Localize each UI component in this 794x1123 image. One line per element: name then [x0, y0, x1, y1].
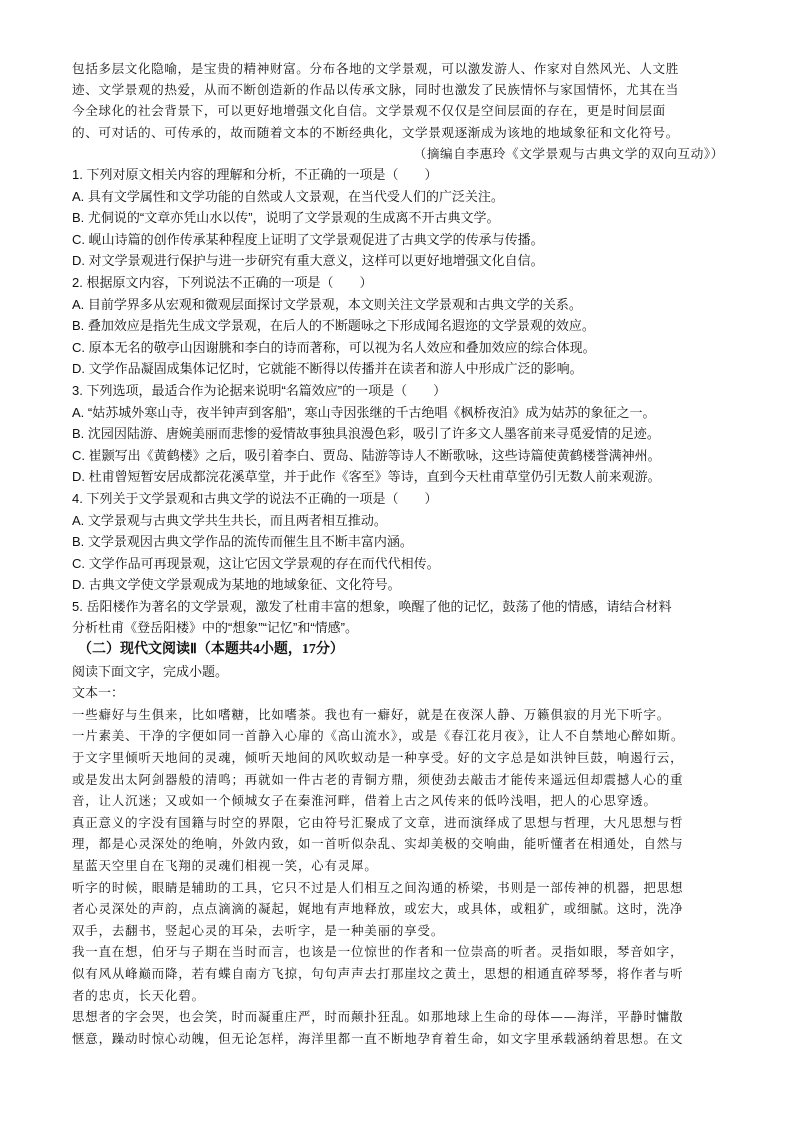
source-citation: （摘编自李惠玲《文学景观与古典文学的双向互动》）: [413, 145, 724, 161]
option-d[interactable]: D. 杜甫曾短暂安居成都浣花溪草堂，并于此作《客至》等诗，直到今天杜甫草堂仍引无数人前来观游。: [72, 469, 661, 485]
text-line: 理，都是心灵深处的绝响，外敛内致，如一首听似杂乱、实却美极的交响曲，能听懂者在相通处，自然与: [72, 836, 684, 852]
text-line: 听字的时候，眼睛是辅助的工具，它只不过是人们相互之间沟通的桥梁，书则是一部传神的机器，把思想: [72, 879, 684, 895]
text-line: 我一直在想，伯牙与子期在当时而言，也该是一位惊世的作者和一位崇高的听者。灵指如眼，琴音如字，: [72, 944, 684, 960]
question-stem: 3. 下列选项，最适合作为论据来说明“名篇效应”的一项是（ ）: [72, 382, 447, 398]
text-one-passage: [72, 704, 724, 1050]
section-title: （二）现代文阅读Ⅱ（本题共4小题，17分）: [78, 642, 344, 658]
text-line: 者心灵深处的声韵，点点滴滴的凝起，娓地有声地释放，或宏大，或具体，或粗犷，或细腻。这时，洗净: [72, 901, 684, 917]
option-a[interactable]: A. “姑苏城外寒山寺，夜半钟声到客船”，寒山寺因张继的千古绝唱《枫桥夜泊》成为姑苏的象征之一。: [72, 404, 656, 420]
option-d[interactable]: D. 文学作品凝固成集体记忆时，它就能不断得以传播并在读者和游人中形成广泛的影响。: [72, 361, 583, 377]
text-line: 思想者的字会哭，也会笑，时而凝重庄严，时而颠扑狂乱。如那地球上生命的母体——海洋，平静时慵散: [72, 1009, 684, 1025]
intro-line: 迹、文学景观的热爱，从而不断创造新的作品以传承文脉，同时也激发了民族情怀与家国情怀，尤其在当: [72, 82, 679, 98]
text-line: 音，让人沉迷；又或如一个倾城女子在秦淮河畔，借着上古之风传来的低吟浅唱，把人的心思穿透。: [72, 793, 657, 809]
option-a[interactable]: A. 文学景观与古典文学共生共长，而且两者相互推动。: [72, 512, 387, 528]
option-c[interactable]: C. 崔颢写出《黄鹤楼》之后，吸引着李白、贾岛、陆游等诗人不断歌咏，这些诗篇使黄鹤楼誉满神州。: [72, 447, 661, 463]
option-b[interactable]: B. 叠加效应是指先生成文学景观，在后人的不断题咏之下形成闻名遐迩的文学景观的效应。: [72, 318, 595, 334]
option-c[interactable]: C. 文学作品可再现景观，这让它因文学景观的存在而代代相传。: [72, 555, 440, 571]
text-line: 或是发出太阿剑器般的清鸣；再就如一件古老的青铜方鼎，须使劲去敲击才能传来遥远但却震撼人心的重: [72, 771, 684, 787]
intro-line: 的、可对话的、可传承的，故而随着文本的不断经典化，文学景观逐渐成为该地的地域象征和文化符号。: [72, 124, 679, 140]
text-label: 文本一：: [72, 685, 125, 701]
option-b[interactable]: B. 沈园因陆游、唐婉美丽而悲惨的爱情故事独具浪漫色彩，吸引了许多文人墨客前来寻觅爱情的足迹。: [72, 426, 660, 442]
intro-passage: [72, 58, 724, 164]
text-line: 似有风从峰巅而降，若有蝶自南方飞掠，句句声声去打那崖坟之黄土，思想的相通直碎琴琴，将作者与听: [72, 965, 684, 981]
question-4: [72, 488, 724, 596]
text-line: 者的忠贞，长天化碧。: [72, 987, 205, 1003]
question-3: [72, 380, 724, 488]
question-stem: 5. 岳阳楼作为著名的文学景观，激发了杜甫丰富的想象，唤醒了他的记忆，鼓荡了他的情感，请结合材料: [72, 598, 672, 614]
question-stem: 分析杜甫《登岳阳楼》中的“想象”“记忆”和“情感”。: [72, 620, 358, 636]
intro-line: 包括多层文化隐喻，是宝贵的精神财富。分布各地的文学景观，可以激发游人、作家对自然风光、人文胜: [72, 61, 679, 76]
question-stem: 1. 下列对原文相关内容的理解和分析，不正确的一项是（ ）: [72, 167, 438, 183]
option-b[interactable]: B. 尤侗说的“文章亦凭山水以传”，说明了文学景观的生成离不开古典文学。: [72, 210, 500, 226]
question-stem: 2. 根据原文内容，下列说法不正确的一项是（ ）: [72, 274, 373, 290]
text-line: 星蓝天空里自在飞翔的灵魂们相视一笑，心有灵犀。: [72, 858, 378, 874]
question-stem: 4. 下列关于文学景观和古典文学的说法不正确的一项是（ ）: [72, 490, 438, 506]
text-line: 于文字里倾听天地间的灵魂，倾听天地间的风吹蚁动是一种享受。好的文字总是如洪钟巨鼓，响遏行云，: [72, 750, 684, 766]
question-2: [72, 272, 724, 380]
document-page: [72, 58, 724, 1049]
text-line: 惬意，躁动时惊心动魄，但无论怎样，海洋里都一直不断地孕育着生命，如文字里承载涵纳着思想。在文: [72, 1030, 684, 1046]
text-line: 真正意义的字没有国籍与时空的界限，它由符号汇聚成了文章，进而演绎成了思想与哲理，大凡思想与哲: [72, 814, 684, 830]
option-b[interactable]: B. 文学景观因古典文学作品的流传而催生且不断丰富内涵。: [72, 534, 413, 550]
text-line: 一些癖好与生俱来，比如嗜糖，比如嗜茶。我也有一癖好，就是在夜深人静、万籁俱寂的月光下听字。: [72, 706, 671, 722]
instruction: 阅读下面文字，完成小题。: [72, 663, 229, 679]
option-c[interactable]: C. 原本无名的敬亭山因谢朓和李白的诗而著称，可以视为名人效应和叠加效应的综合体现。: [72, 339, 596, 355]
option-a[interactable]: A. 具有文学属性和文学功能的自然或人文景观，在当代受人们的广泛关注。: [72, 188, 504, 204]
question-1: [72, 164, 724, 272]
option-d[interactable]: D. 对文学景观进行保护与进一步研究有重大意义，这样可以更好地增强文化自信。: [72, 253, 544, 269]
question-5: [72, 596, 724, 639]
text-line: 一片素美、干净的字便如同一首静入心扉的《高山流水》，或是《春江花月夜》，让人不自禁地心醉如斯。: [72, 728, 685, 744]
text-line: 双手，去翻书，竖起心灵的耳朵，去听字，是一种美丽的享受。: [72, 922, 445, 938]
option-c[interactable]: C. 岘山诗篇的创作传承某种程度上证明了文学景观促进了古典文学的传承与传播。: [72, 231, 544, 247]
option-a[interactable]: A. 目前学界多从宏观和微观层面探讨文学景观，本文则关注文学景观和古典文学的关系。: [72, 296, 582, 312]
intro-line: 今全球化的社会背景下，可以更好地增强文化自信。文学景观不仅仅是空间层面的存在，更是时间层面: [72, 103, 666, 119]
option-d[interactable]: D. 古典文学使文学景观成为某地的地域象征、文化符号。: [72, 577, 401, 593]
